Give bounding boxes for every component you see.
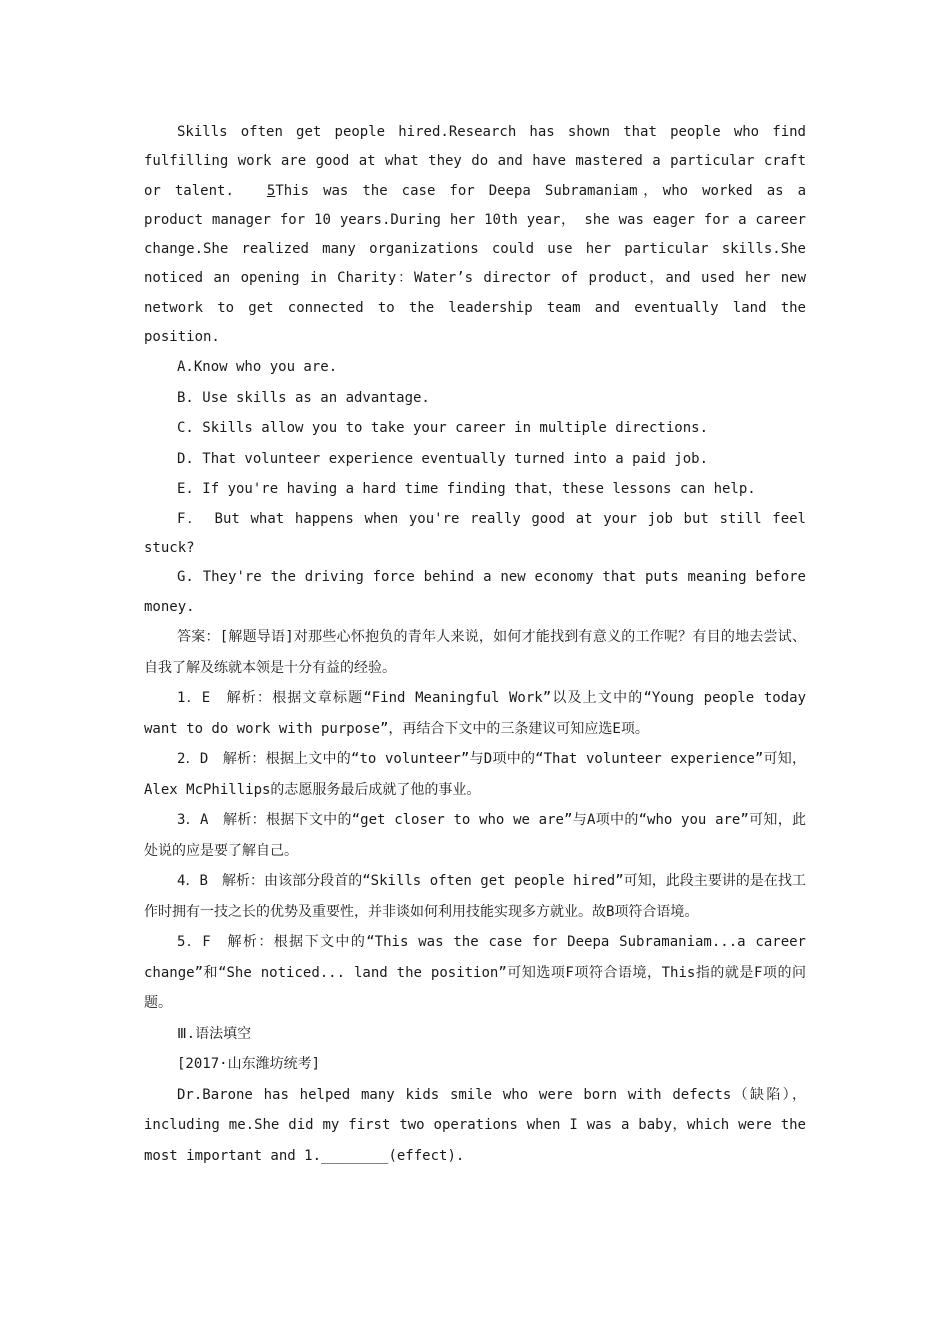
answer-item-5: 5．F 解析：根据下文中的“This was the case for Deepa Subramaniam...a career change”和“She noticed... land the position”可知选项F项符合语境，This指的就是F项的问题。 [144,934,806,1012]
answer-item-2: 2．D 解析：根据上文中的“to volunteer”与D项中的“That volunteer experience”可知，Alex McPhillips的志愿服务最后成就了他的事业。 [144,751,806,798]
document-page [144,118,806,1171]
option-a: A.Know who you are. [177,359,338,376]
answer-item-4: 4．B 解析：由该部分段首的“Skills often get people hired”可知，此段主要讲的是在找工作时拥有一技之长的优势及重要性，并非谈如何利用技能实现多方就业。故B项符合语境。 [144,873,806,920]
grammar-blank-1: ________ [321,1147,389,1164]
grammar-paragraph [144,1080,806,1172]
option-f: F． But what happens when you're really good at your job but still feel stuck? [144,510,806,557]
option-b: B. Use skills as an advantage. [177,389,430,406]
answer-item-3: 3．A 解析：根据下文中的“get closer to who we are”与A项中的“who you are”可知，此处说的应是要了解自己。 [144,812,806,859]
option-d: D. That volunteer experience eventually turned into a paid job. [177,450,709,467]
passage-paragraph [144,118,806,352]
grammar-text-before-blank: Dr.Barone has helped many kids smile who were born with defects（缺陷），including me.She did my first two operations when I was a baby，which were the most important and 1. [144,1086,806,1164]
passage-text-before-blank: Skills often get people hired.Research has shown that people who find fulfilling work are good at what they do and have mastered a particular craft or talent. [144,124,806,199]
option-g: G. They're the driving force behind a new economy that puts meaning before money. [144,569,806,615]
option-c: C. Skills allow you to take your career in multiple directions. [177,420,709,437]
answer-blank-5: 5 [266,182,276,199]
answer-intro: 答案：[解题导语]对那些心怀抱负的青年人来说，如何才能找到有意义的工作呢？有目的地去尝试、自我了解及练就本领是十分有益的经验。 [144,629,806,676]
passage-text-after-blank: This was the case for Deepa Subramaniam，who worked as a product manager for 10 years.During her 10th year， she was eager for a career change.She realized many organizations could use her particular skills.She noticed an opening in Charity：Water’s director of product，and used her new network to get connected to the leadership team and eventually land the position. [144,182,806,346]
section-heading: Ⅲ.语法填空 [177,1025,252,1042]
section-source: [2017·山东潍坊统考] [177,1056,321,1073]
option-e: E. If you're having a hard time finding that，these lessons can help. [177,481,756,498]
answer-item-1: 1．E 解析：根据文章标题“Find Meaningful Work”以及上文中的“Young people today want to do work with purpose”，再结合下文中的三条建议可知应选E项。 [144,690,806,737]
grammar-text-after-blank: (effect). [388,1147,465,1164]
